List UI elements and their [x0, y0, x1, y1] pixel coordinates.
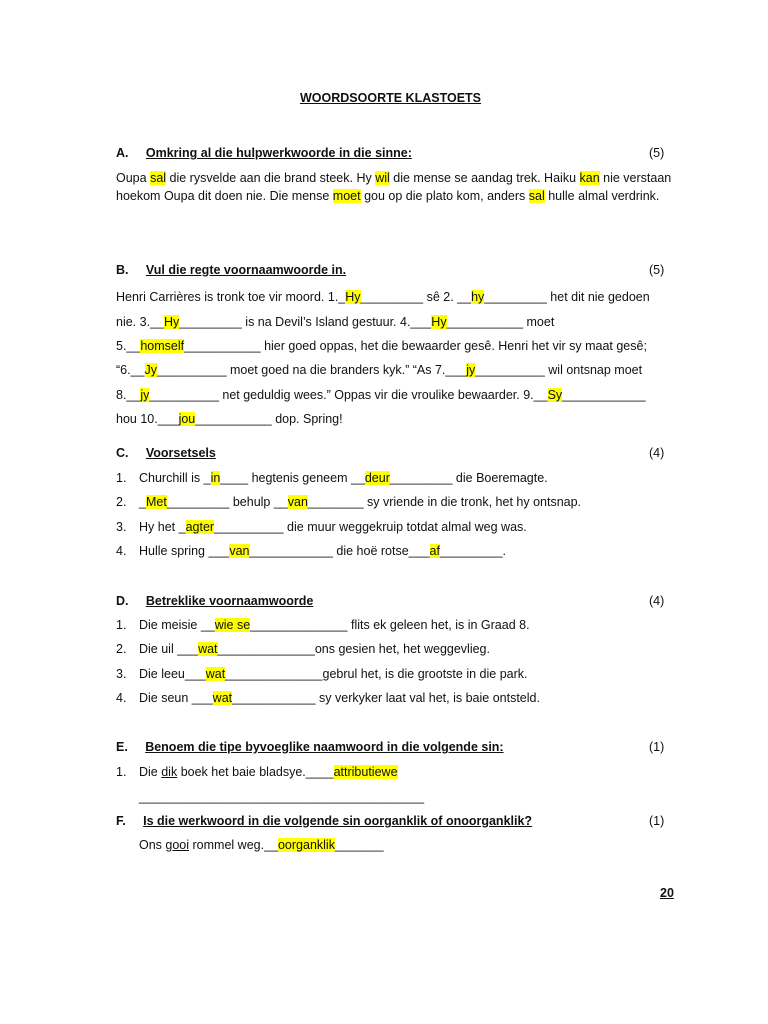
answer-highlight: wat [198, 642, 218, 656]
section-f-letter: F. [116, 814, 126, 828]
answer-highlight: deur [364, 471, 390, 485]
text: __________ moet goed na die branders kyk.” “As 7.___ [157, 363, 467, 377]
section-b-line-6 [116, 411, 676, 427]
answer-highlight: attributiewe [333, 765, 398, 779]
section-a-paragraph [116, 170, 676, 205]
section-b-title: Vul die regte voornaamwoorde in. [145, 263, 347, 277]
section-a-marks: (5) [649, 146, 665, 160]
section-a-title: Omkring al die hulpwerkwoorde in die sinne: [145, 146, 412, 160]
section-d-title: Betreklike voornaamwoorde [145, 594, 314, 608]
section-e-title: Benoem die tipe byvoeglike naamwoord in die volgende sin: [145, 740, 504, 754]
text: Hy het _ [139, 520, 186, 534]
text: Die [139, 765, 162, 779]
item-text [139, 470, 548, 486]
answer-highlight: hy [471, 290, 485, 304]
text: Die leeu___ [139, 667, 206, 681]
text: ____________ die hoë rotse___ [249, 544, 430, 558]
item-number: 1. [116, 618, 127, 632]
answer-highlight: jy [466, 363, 476, 377]
text: _ [139, 495, 146, 509]
text: ______________ flits ek geleen het, is in Graad 8. [250, 618, 530, 632]
text: nie verstaan hoekom Oupa dit doen nie. Die mense [116, 171, 672, 203]
text: “6.__ [116, 363, 145, 377]
section-c-letter: C. [116, 446, 129, 460]
item-number: 1. [116, 765, 127, 779]
answer-highlight: oorganklik [277, 838, 335, 852]
item-number: 3. [116, 520, 127, 534]
section-f-title: Is die werkwoord in die volgende sin oorganklik of onoorganklik? [143, 814, 533, 828]
item-text [139, 519, 527, 535]
answer-highlight: jou [178, 412, 196, 426]
text: Die uil ___ [139, 642, 199, 656]
answer-highlight: wie se [214, 618, 251, 632]
text: __________ net geduldig wees.” Oppas vir die vroulike bewaarder. 9.__ [149, 388, 548, 402]
text: _______ [334, 838, 384, 852]
text: _________ sê 2. __ [360, 290, 472, 304]
text: Oupa [116, 171, 151, 185]
answer-highlight: moet [332, 188, 361, 203]
answer-highlight: in [210, 471, 221, 485]
text: ___________ moet [446, 315, 555, 329]
item-text [139, 666, 527, 682]
section-b-line-4 [116, 362, 676, 378]
section-e-heading [116, 739, 504, 755]
item-text [139, 617, 530, 633]
answer-highlight: van [287, 495, 308, 509]
text: Hulle spring ___ [139, 544, 230, 558]
text: 5.__ [116, 339, 141, 353]
section-e-letter: E. [116, 740, 128, 754]
total-marks: 20 [660, 886, 674, 900]
item-text [139, 837, 384, 853]
section-d-marks: (4) [649, 594, 665, 608]
text: ____________ sy verkyker laat val het, is baie ontsteld. [232, 691, 540, 705]
answer-highlight: Hy [345, 290, 361, 304]
section-c-heading [116, 445, 216, 461]
section-b-line-2 [116, 314, 676, 330]
section-d-letter: D. [116, 594, 129, 608]
section-a-letter: A. [116, 146, 129, 160]
answer-line: _________________________________________ [139, 790, 425, 804]
section-d-heading [116, 593, 313, 609]
section-b-letter: B. [116, 263, 129, 277]
answer-highlight: af [429, 544, 440, 558]
answer-highlight: Jy [144, 363, 157, 377]
section-b-marks: (5) [649, 263, 665, 277]
section-c-marks: (4) [649, 446, 665, 460]
text: die mense se aandag trek. Haiku [389, 171, 580, 185]
text: Henri Carrières is tronk toe vir moord. 1._ [116, 290, 346, 304]
answer-highlight: wat [205, 667, 226, 681]
text: boek het baie bladsye.____ [177, 765, 334, 779]
page-title: WOORDSOORTE KLASTOETS [300, 91, 482, 105]
answer-highlight: Hy [163, 315, 180, 329]
answer-highlight: wil [375, 171, 390, 185]
answer-highlight: sal [528, 188, 545, 203]
text: __________ wil ontsnap moet [475, 363, 643, 377]
section-f-heading [116, 813, 532, 829]
text: _________ is na Devil’s Island gestuur. 4.___ [179, 315, 432, 329]
item-number: 2. [116, 495, 127, 509]
section-b-line-5 [116, 387, 676, 403]
text: gou op die plato kom, anders [360, 188, 529, 203]
text: rommel weg.__ [189, 838, 278, 852]
text: 8.__ [116, 388, 141, 402]
text: Ons [139, 838, 166, 852]
underlined-word: dik [161, 765, 178, 779]
text: nie. 3.__ [116, 315, 164, 329]
underlined-word: gooi [165, 838, 190, 852]
section-f-marks: (1) [649, 814, 665, 828]
answer-highlight: Met [145, 495, 167, 509]
item-number: 2. [116, 642, 127, 656]
text: hou 10.___ [116, 412, 179, 426]
text: hulle almal verdrink. [544, 188, 660, 203]
answer-highlight: wat [212, 691, 233, 705]
item-text [139, 690, 540, 706]
text: ____________ [562, 388, 646, 402]
section-c-title: Voorsetsels [145, 446, 216, 460]
section-e-marks: (1) [649, 740, 665, 754]
answer-highlight: kan [579, 171, 600, 185]
section-b-line-1 [116, 289, 676, 305]
text: _________. [439, 544, 507, 558]
item-text [139, 543, 506, 559]
text: ______________gebrul het, is die grootste in die park. [225, 667, 528, 681]
section-b-heading [116, 262, 346, 278]
answer-highlight: sal [150, 171, 167, 185]
item-text [139, 764, 398, 780]
item-number: 3. [116, 667, 127, 681]
text: ______________ons gesien het, het weggevlieg. [217, 642, 490, 656]
answer-highlight: Hy [431, 315, 447, 329]
text: ________ sy vriende in die tronk, het hy ontsnap. [307, 495, 582, 509]
text: ___________ dop. Spring! [195, 412, 343, 426]
item-number: 1. [116, 471, 127, 485]
text: _________ behulp __ [166, 495, 288, 509]
text: _________ het dit nie gedoen [484, 290, 650, 304]
answer-highlight: Sy [547, 388, 563, 402]
answer-highlight: homself [140, 339, 185, 353]
text: die rysvelde aan die brand steek. Hy [166, 171, 376, 185]
item-number: 4. [116, 544, 127, 558]
text: _________ die Boeremagte. [389, 471, 548, 485]
item-text [139, 494, 581, 510]
text: Churchill is _ [139, 471, 211, 485]
answer-highlight: jy [140, 388, 150, 402]
answer-highlight: van [229, 544, 250, 558]
item-text [139, 641, 490, 657]
text: Die seun ___ [139, 691, 213, 705]
text: __________ die muur weggekruip totdat almal weg was. [214, 520, 527, 534]
answer-highlight: agter [185, 520, 215, 534]
section-b-line-3 [116, 338, 676, 354]
text: ____ hegtenis geneem __ [220, 471, 365, 485]
item-number: 4. [116, 691, 127, 705]
text: Die meisie __ [139, 618, 215, 632]
section-a-heading [116, 145, 412, 161]
text: ___________ hier goed oppas, het die bewaarder gesê. Henri het vir sy maat gesê; [184, 339, 647, 353]
